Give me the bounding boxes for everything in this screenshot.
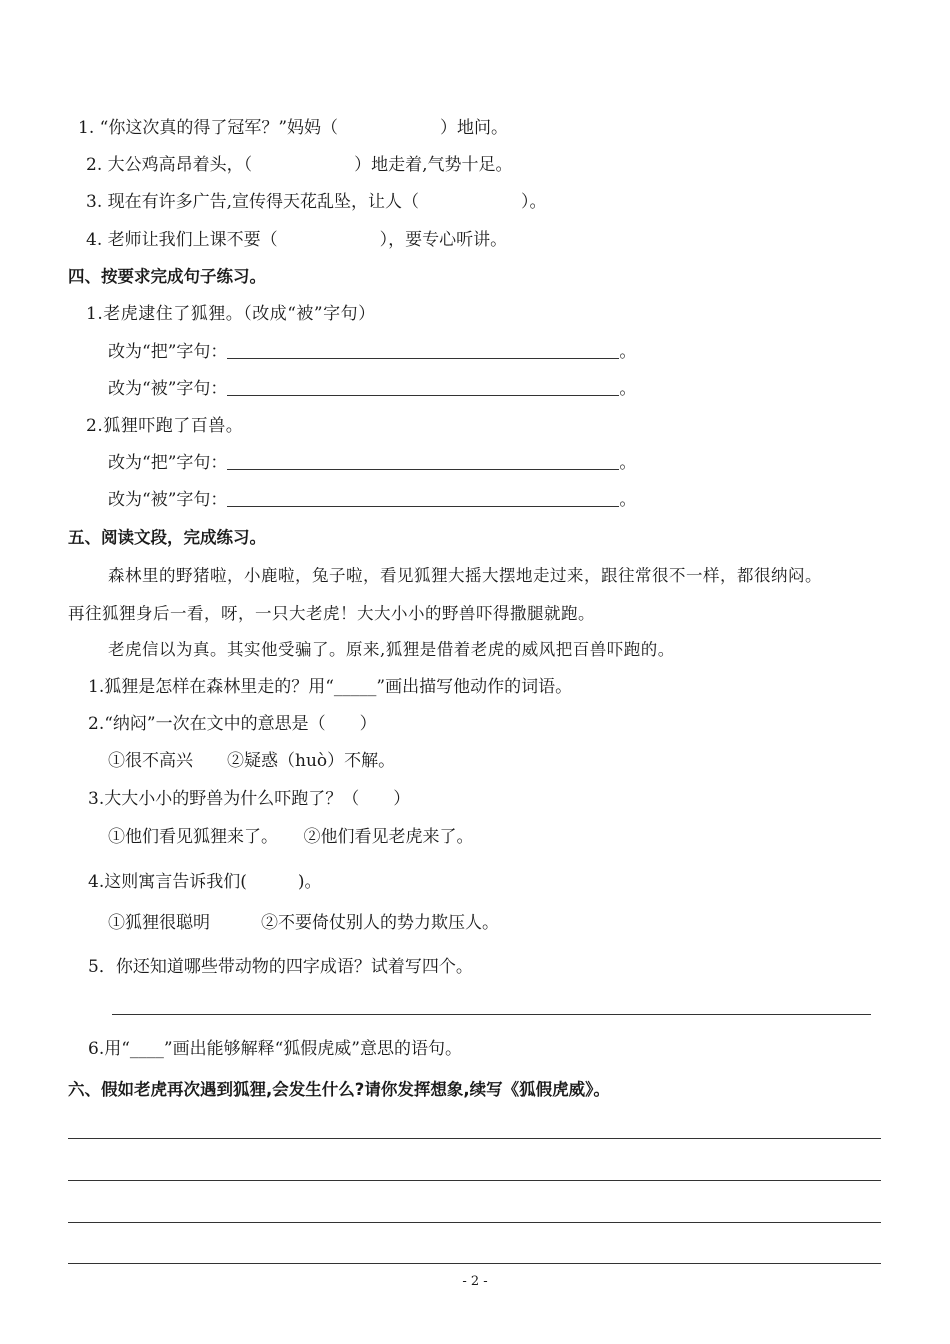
section4-q1-ba-answer <box>108 340 636 364</box>
writing-line-1[interactable] <box>68 1138 881 1139</box>
section5-q2: 2.“纳闷”一次在文中的意思是（ ） <box>88 714 377 734</box>
answer-line[interactable] <box>227 377 619 396</box>
section5-q5: 5．你还知道哪些带动物的四字成语？试着写四个。 <box>88 957 473 977</box>
passage-line-2: 再往狐狸身后一看，呀，一只大老虎！大大小小的野兽吓得撒腿就跑。 <box>68 604 595 623</box>
answer-line[interactable] <box>227 340 619 359</box>
q5-answer-line[interactable] <box>112 1014 871 1015</box>
period: 。 <box>619 490 637 510</box>
section5-heading: 五、阅读文段，完成练习。 <box>68 528 266 547</box>
section5-q4-options: ①狐狸很聪明 ②不要倚仗别人的势力欺压人。 <box>108 913 499 933</box>
section5-q1: 1.狐狸是怎样在森林里走的？用“_____”画出描写他动作的词语。 <box>88 677 573 697</box>
period: 。 <box>619 453 637 473</box>
section3-item-4: 4. 老师让我们上课不要（ ），要专心听讲。 <box>86 230 508 250</box>
section4-q2-ba-answer <box>108 451 636 475</box>
section5-q3-options: ①他们看见狐狸来了。 ②他们看见老虎来了。 <box>108 827 474 847</box>
section4-heading: 四、按要求完成句子练习。 <box>68 267 266 286</box>
writing-line-3[interactable] <box>68 1222 881 1223</box>
section4-q2-bei-answer <box>108 488 636 512</box>
ba-label: 改为“把”字句： <box>108 342 228 362</box>
ba-label: 改为“把”字句： <box>108 453 228 473</box>
period: 。 <box>619 342 637 362</box>
bei-label: 改为“被”字句： <box>108 490 228 510</box>
section3-item-1: 1. “你这次真的得了冠军？”妈妈（ ）地问。 <box>78 118 509 138</box>
section5-q3: 3.大大小小的野兽为什么吓跑了？（ ） <box>88 789 411 809</box>
section5-q2-options: ①很不高兴 ②疑惑（huò）不解。 <box>108 751 396 771</box>
writing-line-4[interactable] <box>68 1263 881 1264</box>
section3-item-3: 3. 现在有许多广告,宣传得天花乱坠，让人（ ）。 <box>86 192 547 212</box>
answer-line[interactable] <box>227 488 619 507</box>
section5-q6: 6.用“____”画出能够解释“狐假虎威”意思的语句。 <box>88 1039 462 1059</box>
passage-line-3: 老虎信以为真。其实他受骗了。原来,狐狸是借着老虎的威风把百兽吓跑的。 <box>108 640 675 659</box>
section4-q1-bei-answer <box>108 377 636 401</box>
writing-line-2[interactable] <box>68 1180 881 1181</box>
period: 。 <box>619 379 637 399</box>
answer-line[interactable] <box>227 451 619 470</box>
section3-item-2: 2. 大公鸡高昂着头，（ ）地走着,气势十足。 <box>86 155 513 175</box>
bei-label: 改为“被”字句： <box>108 379 228 399</box>
section4-q1: 1.老虎逮住了狐狸。（改成“被”字句） <box>86 304 376 324</box>
passage-line-1: 森林里的野猪啦，小鹿啦，兔子啦，看见狐狸大摇大摆地走过来，跟往常很不一样，都很纳闷。 <box>108 566 822 585</box>
page-number: - 2 - <box>462 1274 488 1289</box>
section6-heading: 六、假如老虎再次遇到狐狸,会发生什么?请你发挥想象,续写《狐假虎威》。 <box>68 1080 610 1099</box>
section4-q2: 2.狐狸吓跑了百兽。 <box>86 416 244 436</box>
section5-q4: 4.这则寓言告诉我们( )。 <box>88 872 322 892</box>
